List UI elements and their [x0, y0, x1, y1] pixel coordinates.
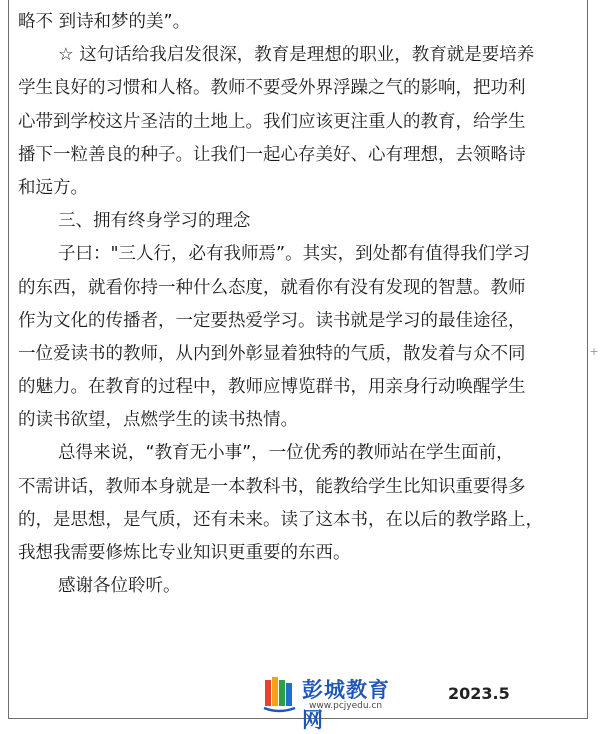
watermark-url: www.pcjyedu.cn	[309, 701, 383, 711]
text-line: 一位爱读书的教师，从内到外彰显着独特的气质，散发着与众不同	[18, 343, 526, 364]
scroll-marker-icon: +	[589, 345, 599, 358]
document-date: 2023.5	[448, 684, 510, 703]
text-line: 总得来说，“教育无小事”，一位优秀的教师站在学生面前，	[58, 443, 514, 464]
watermark-name: 彭城教育网	[302, 678, 390, 732]
text-line: 和远方。	[18, 177, 88, 198]
document-footer	[0, 672, 600, 732]
text-line: 子曰："三人行，必有我师焉”。其实，到处都有值得我们学习	[58, 244, 531, 265]
text-line: 的，是思想，是气质，还有未来。读了这本书，在以后的教学路上，	[18, 509, 543, 530]
text-line: 不需讲话，教师本身就是一本教科书，能教给学生比知识重要得多	[18, 476, 526, 497]
text-line: 的魅力。在教育的过程中，教师应博览群书，用亲身行动唤醒学生	[18, 377, 526, 398]
text-line: ☆ 这句话给我启发很深，教育是理想的职业，教育就是要培养	[58, 45, 535, 66]
section-heading: 三、拥有终身学习的理念	[58, 211, 251, 232]
text-line: 我想我需要修炼比专业知识更重要的东西。	[18, 543, 351, 563]
document-body	[18, 6, 586, 603]
text-line: 感谢各位聆听。	[58, 576, 181, 597]
watermark-logo	[262, 674, 402, 732]
text-line: 学生良好的习惯和人格。教师不要受外界浮躁之气的影响，把功利	[18, 78, 526, 99]
book-logo-icon	[262, 674, 300, 714]
text-line: 作为文化的传播者，一定要热爱学习。读书就是学习的最佳途径，	[18, 310, 526, 331]
text-line: 的东西，就看你持一种什么态度，就看你有没有发现的智慧。教师	[18, 277, 526, 298]
text-line: 播下一粒善良的种子。让我们一起心存美好、心有理想，去领略诗	[18, 144, 526, 165]
text-line: 略不 到诗和梦的美”。	[18, 12, 191, 32]
text-line: 心带到学校这片圣洁的土地上。我们应该更注重人的教育，给学生	[18, 111, 526, 132]
text-line: 的读书欲望，点燃学生的读书热情。	[18, 410, 298, 431]
